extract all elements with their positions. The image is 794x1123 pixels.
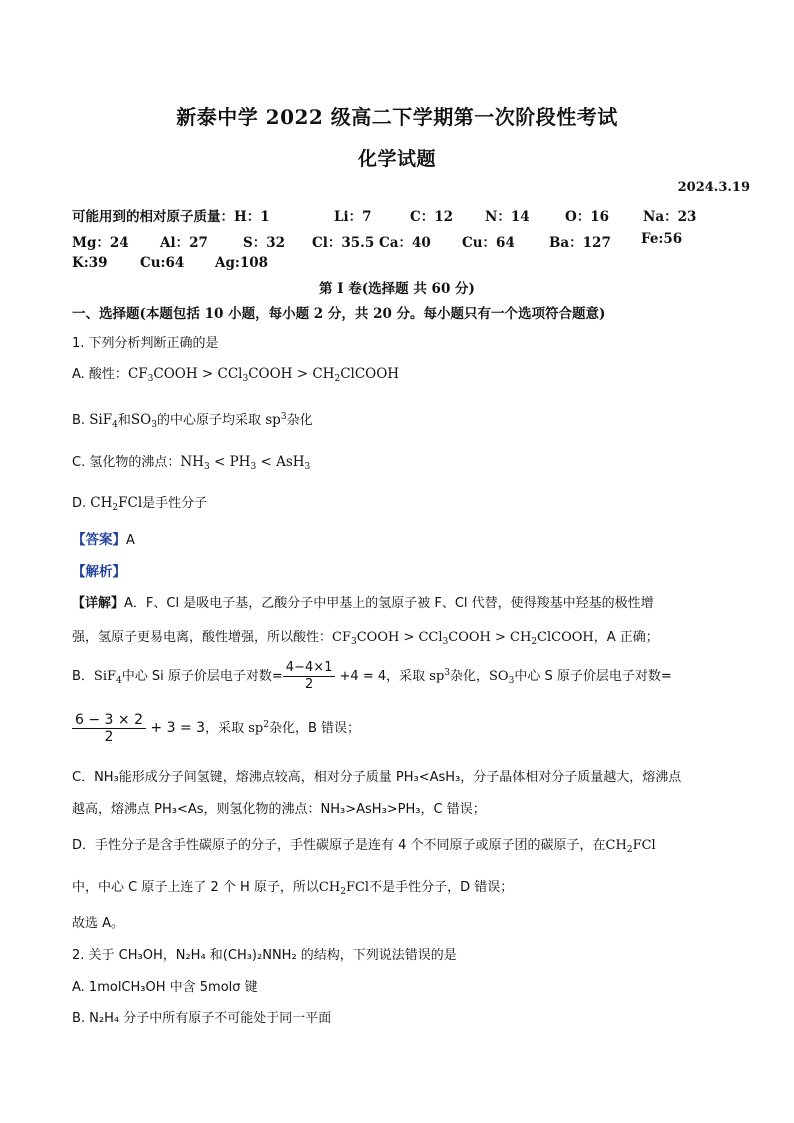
q1-analysis (72, 560, 126, 580)
fraction-s: $\frac{6 - 3 \times 2}{2}$ (72, 712, 146, 745)
q1-option-a (72, 363, 399, 384)
mass-cu-2: Cu:64 (140, 255, 185, 271)
fraction-si: $\frac{4-4\times 1}{2}$ (283, 660, 336, 693)
detail-b1-post: ，采取 (386, 669, 426, 684)
volume-heading: 第 I 卷(选择题 共 60 分) (319, 281, 475, 297)
q1-option-b-text: 的中心原子均采取 (156, 413, 261, 428)
detail-b1-pre: B． (72, 669, 94, 684)
atomic-mass-label: 可能用到的相对原子质量： (72, 209, 234, 225)
q1-option-b-label: B. (72, 413, 90, 428)
q1-conclusion: 故选 A。 (72, 916, 125, 931)
mass-fe: Fe:56 (641, 231, 683, 247)
q1-option-b-formula: SiF$_4$ (89, 412, 118, 430)
atomic-mass-row-1 (72, 205, 234, 225)
mass-h: H：1 (234, 209, 270, 225)
detail-b1-post3: 中心 S 原子价层电子对数= (514, 669, 672, 684)
detail-d2-post: 不是手性分子，D 错误； (369, 880, 514, 895)
detail-a2-end: ，A 正确； (593, 630, 659, 645)
q1-detail-c2: 越高，熔沸点 PH₃<As，则氢化物的沸点：NH₃>AsH₃>PH₃，C 错误； (72, 802, 486, 817)
q1-option-d-formula: $CH_2FCl$ (90, 495, 143, 513)
q1-option-c (72, 451, 310, 472)
q2-option-a: A. 1molCH₃OH 中含 5molσ 键 (72, 980, 258, 995)
q1-option-c-label: C. 氢化物的沸点： (72, 455, 181, 470)
detail-b2-post: ，采取 (205, 721, 245, 736)
exam-subtitle: 化学试题 (357, 148, 436, 170)
q1-option-a-formula: $CF_3COOH$ > CCl$_3$COOH > $CH_2ClCOOH$ (127, 366, 400, 384)
answer-value: A (126, 533, 135, 548)
mass-na: Na：23 (643, 209, 697, 225)
q1-option-b-suffix: 杂化 (286, 413, 313, 428)
q1-option-b: B. SiF$_4$和$SO_3$的中心原子均采取 $sp^3$杂化 (72, 412, 313, 430)
mass-cl-ca: Cl：35.5 Ca：40 (312, 235, 431, 251)
exam-title: 新泰中学 2022 级高二下学期第一次阶段性考试 (176, 105, 618, 129)
detail-a2-text: 强，氢原子更易电离，酸性增强，所以酸性： (72, 630, 333, 645)
mass-s: S：32 (243, 235, 286, 251)
mass-al: Al：27 (160, 235, 208, 251)
q1-detail-c1: C．NH₃能形成分子间氢键，熔沸点较高，相对分子质量 PH₃<AsH₃，分子晶体相对分子质量越大，熔沸点 (72, 770, 682, 785)
q1-stem: 1. 下列分析判断正确的是 (72, 336, 219, 351)
mass-cu: Cu：64 (462, 235, 515, 251)
mass-k: K:39 (72, 255, 108, 271)
detail-d2-pre: 中，中心 C 原子上连了 2 个 H 原子，所以 (72, 880, 319, 895)
mass-n: N：14 (485, 209, 530, 225)
q1-detail-d1: D．手性分子是含手性碳原子的分子，手性碳原子是连有 4 个不同原子或原子团的碳原子，在$CH_2FCl$ (72, 838, 656, 855)
detail-b1-mid: 中心 Si 原子价层电子对数= (121, 669, 283, 684)
mass-ag: Ag:108 (215, 255, 269, 271)
detail-b1-post2: 杂化， (450, 669, 490, 684)
q1-answer (72, 528, 135, 548)
q2-option-b: B. N₂H₄ 分子中所有原子不可能处于同一平面 (72, 1011, 332, 1026)
q1-option-c-formula: $NH_3 < PH_3 < AsH_3$ (180, 454, 311, 472)
q1-option-d-suffix: 是手性分子 (142, 496, 208, 511)
q1-detail-b2: $\frac{6 - 3 \times 2}{2}$ + 3 = 3，采取 $sp^2$杂化，B 错误； (72, 712, 360, 745)
q1-option-a-label: A. 酸性： (72, 367, 128, 382)
q1-option-d-label: D. (72, 496, 91, 511)
mass-ba: Ba：127 (549, 235, 611, 251)
part-one-heading: 一、选择题(本题包括 10 小题，每小题 2 分，共 20 分。每小题只有一个选项符合题意) (72, 306, 606, 322)
detail-d1-text: D．手性分子是含手性碳原子的分子，手性碳原子是连有 4 个不同原子或原子团的碳原子，在 (72, 838, 606, 853)
exam-date: 2024.3.19 (677, 180, 750, 195)
q1-detail-a1 (72, 592, 654, 611)
mass-mg: Mg：24 (72, 235, 129, 251)
mass-o: O：16 (565, 209, 610, 225)
q2-stem: 2. 关于 CH₃OH，N₂H₄ 和(CH₃)₂NNH₂ 的结构，下列说法错误的是 (72, 948, 457, 963)
detail-tag: 【详解】 (72, 596, 125, 611)
detail-b2-post2: 杂化，B 错误； (268, 721, 361, 736)
q1-detail-d2: 中，中心 C 原子上连了 2 个 H 原子，所以$CH_2FCl$不是手性分子，D 错误； (72, 880, 514, 897)
mass-li: Li：7 (334, 209, 372, 225)
q1-detail-b1: B．SiF$_4$中心 Si 原子价层电子对数= $\frac{4-4\times 1}{2}$ +4 = 4，采取 $sp^3$杂化，$SO_3$中心 S 原子价层电子对数= (72, 660, 672, 692)
mass-c: C：12 (410, 209, 454, 225)
q1-option-d (72, 492, 207, 513)
detail-a1-text: A．F、Cl 是吸电子基，乙酸分子中甲基上的氢原子被 F、Cl 代替，使得羧基中羟基的极性增 (124, 596, 654, 611)
answer-tag: 【答案】 (72, 532, 126, 548)
q1-detail-a2: 强，氢原子更易电离，酸性增强，所以酸性：$CF_3COOH$ > CCl$_3$COOH > $CH_2ClCOOH$，A 正确； (72, 630, 659, 647)
analysis-tag: 【解析】 (72, 564, 126, 580)
